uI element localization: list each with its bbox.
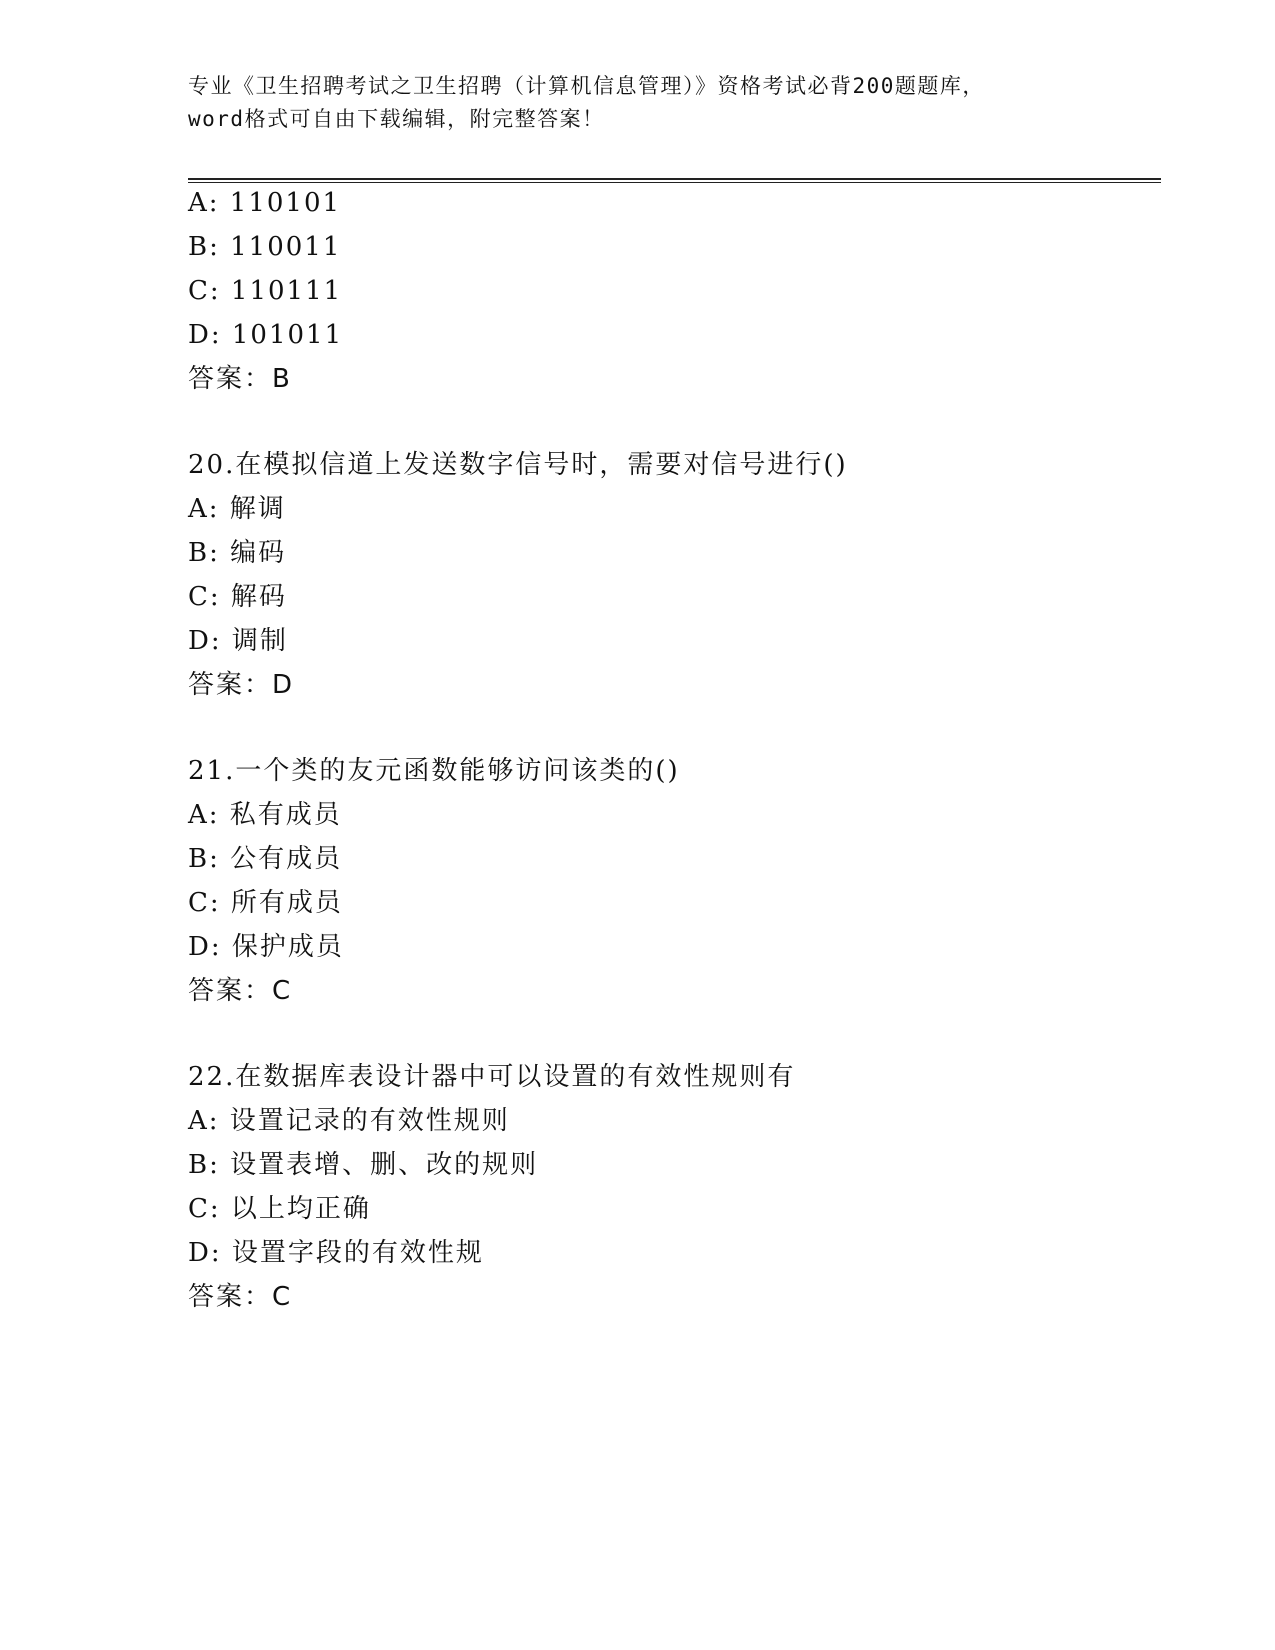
- q19-option-a: A: 110101: [188, 188, 342, 218]
- document-header: [188, 70, 1088, 136]
- q22-option-c: C: 以上均正确: [188, 1194, 371, 1224]
- header-divider: [188, 178, 1161, 184]
- header-title-line-1: 专业《卫生招聘考试之卫生招聘（计算机信息管理）》资格考试必背200题题库，: [188, 74, 985, 98]
- q19-option-c: C: 110111: [188, 276, 343, 306]
- q21-answer: 答案：C: [188, 976, 293, 1006]
- q22-answer: 答案：C: [188, 1282, 293, 1312]
- q22-option-a: A: 设置记录的有效性规则: [188, 1106, 510, 1136]
- q20-option-a: A: 解调: [188, 494, 286, 524]
- q20-question: 20.在模拟信道上发送数字信号时，需要对信号进行(): [188, 450, 848, 480]
- q22-question: 22.在数据库表设计器中可以设置的有效性规则有: [188, 1062, 796, 1092]
- q20-answer: 答案：D: [188, 670, 295, 700]
- q20-option-c: C: 解码: [188, 582, 287, 612]
- q21-option-d: D: 保护成员: [188, 932, 344, 962]
- divider-thick-line: [188, 178, 1161, 180]
- q21-option-c: C: 所有成员: [188, 888, 343, 918]
- header-title-line-2: word格式可自由下载编辑，附完整答案！: [188, 107, 605, 131]
- q20-option-b: B: 编码: [188, 538, 287, 568]
- q22-option-d: D: 设置字段的有效性规: [188, 1238, 484, 1268]
- q21-question: 21.一个类的友元函数能够访问该类的(): [188, 756, 680, 786]
- q19-answer: 答案：B: [188, 364, 292, 394]
- q21-option-b: B: 公有成员: [188, 844, 343, 874]
- q20-option-d: D: 调制: [188, 626, 288, 656]
- q19-option-d: D: 101011: [188, 320, 344, 350]
- q21-option-a: A: 私有成员: [188, 800, 342, 830]
- q22-option-b: B: 设置表增、删、改的规则: [188, 1150, 539, 1180]
- q19-option-b: B: 110011: [188, 232, 342, 262]
- divider-thin-line: [188, 182, 1161, 183]
